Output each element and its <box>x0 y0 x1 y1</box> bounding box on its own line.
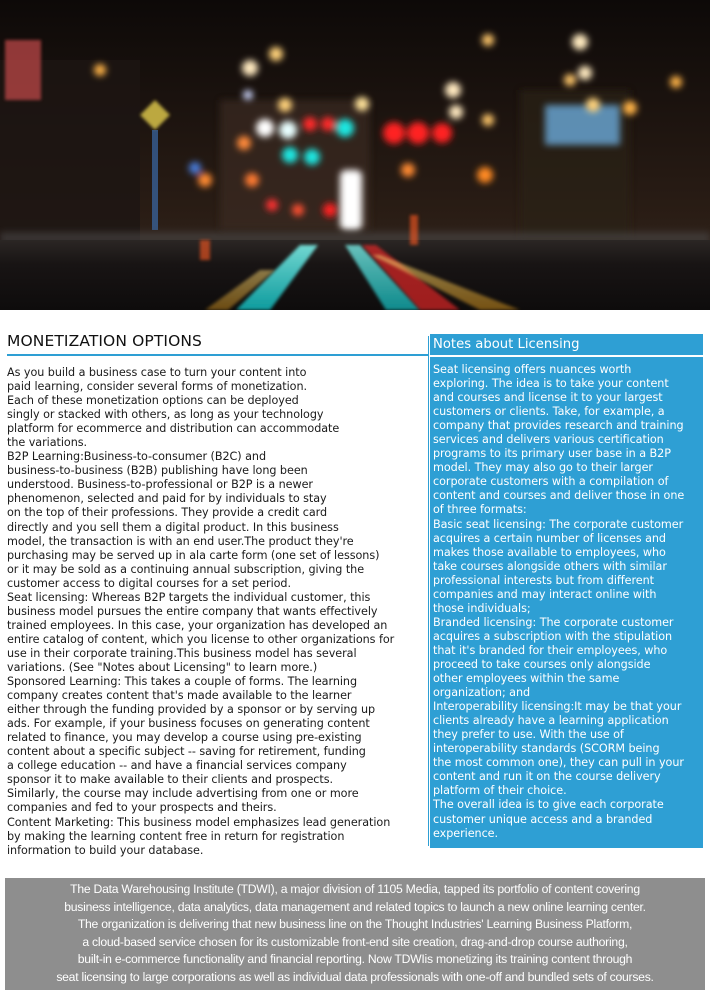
sidebar-line: corporate customers with a compilation of <box>433 475 669 489</box>
sidebar-title: Notes about Licensing <box>430 334 703 355</box>
sidebar-line: take courses alongside others with similar <box>433 559 667 573</box>
body-line: on the top of their professions. They provide a credit card <box>7 506 328 520</box>
body-line: Seat licensing: Whereas B2P targets the individual customer, this <box>7 590 371 604</box>
body-line: phenomenon, selected and paid for by individuals to stay <box>7 492 327 506</box>
sidebar-line: interoperability standards (SCORM being <box>433 742 660 756</box>
body-line: a college education -- and have a financial services company <box>7 759 347 773</box>
body-line: business model pursues the entire company that wants effectively <box>7 604 378 618</box>
sidebar-line: of three formats: <box>433 503 527 517</box>
body-line: model, the transaction is with an end user.The product they're <box>7 534 354 548</box>
body-line: Content Marketing: This business model emphasizes lead generation <box>7 815 391 829</box>
sidebar-line: exploring. The idea is to take your content <box>433 377 669 391</box>
body-line: use in their corporate training.This business model has several <box>7 646 357 660</box>
callout-line: seat licensing to large corporations as well as individual data professionals with one-off and bundled sets of courses. <box>56 969 654 984</box>
sidebar-line: organization; and <box>433 686 531 700</box>
sidebar-line: services and delivers various certification <box>433 433 664 447</box>
body-line: B2P Learning:Business-to-consumer (B2C) and <box>7 450 267 464</box>
sidebar-line: companies and may interact online with <box>433 587 657 601</box>
sidebar-line: acquires a subscription with the stipulation <box>433 629 673 643</box>
body-line: singly or stacked with others, as long as your technology <box>7 408 324 422</box>
body-line: paid learning, consider several forms of monetization. <box>7 380 308 394</box>
body-line: companies and fed to your prospects and theirs. <box>7 801 277 815</box>
sidebar-line: content and courses and deliver those in one <box>433 489 685 503</box>
sidebar-line: Basic seat licensing: The corporate customer <box>433 517 684 531</box>
callout-line: The organization is delivering that new business line on the Thought Industries' Learning Business Platform, <box>77 917 633 931</box>
sidebar-line: model. They may also go to their larger <box>433 461 653 475</box>
body-line: entire catalog of content, which you license to other organizations for <box>7 632 395 646</box>
body-line: the variations. <box>7 436 88 450</box>
sidebar-line: experience. <box>433 826 499 840</box>
sidebar-line: that it's branded for their employees, who <box>433 643 668 657</box>
sidebar-line: company that provides research and training <box>433 419 684 433</box>
body-line: ads. For example, if your business focuses on generating content <box>7 717 370 731</box>
body-line: customer access to digital courses for a set period. <box>7 576 291 590</box>
body-line: company creates content that's made available to the learner <box>7 689 352 703</box>
sidebar-line: Interoperability licensing:It may be that your <box>433 700 682 714</box>
body-line: Each of these monetization options can be deployed <box>7 394 299 408</box>
sidebar-line: makes those available to employees, who <box>433 545 666 559</box>
sidebar-line: they prefer to use. With the use of <box>433 728 624 742</box>
callout-line: a cloud-based service chosen for its customizable front-end site creation, drag-and-drop course authoring, <box>82 934 628 949</box>
body-line: Sponsored Learning: This takes a couple of forms. The learning <box>7 675 358 689</box>
section-title: MONETIZATION OPTIONS <box>7 332 203 350</box>
sidebar-line: those individuals; <box>433 601 531 615</box>
sidebar-line: The overall idea is to give each corporate <box>433 798 664 812</box>
sidebar-line: customer unique access and a branded <box>433 812 653 826</box>
body-line: directly and you sell them a digital product. In this business <box>7 520 339 534</box>
sidebar-line: the most common one), they can pull in your <box>433 756 684 770</box>
sidebar-line: platform of their choice. <box>433 784 567 798</box>
sidebar-line: and courses and license it to your largest <box>433 391 663 405</box>
sidebar-body <box>430 357 703 848</box>
sidebar-line: Branded licensing: The corporate customer <box>433 615 674 629</box>
sidebar-line: proceed to take courses only alongside <box>433 657 651 671</box>
body-line: variations. (See "Notes about Licensing" to learn more.) <box>7 660 318 674</box>
sidebar-line: acquires a certain number of licenses and <box>433 531 666 545</box>
body-line: As you build a business case to turn your content into <box>7 366 307 379</box>
body-line: platform for ecommerce and distribution can accommodate <box>7 422 340 436</box>
title-underline <box>7 354 428 356</box>
body-line: related to finance, you may develop a course using pre-existing <box>7 731 362 745</box>
licensing-notes-sidebar <box>430 334 703 848</box>
column-divider <box>428 336 429 846</box>
body-line: or it may be sold as a continuing annual subscription, giving the <box>7 562 365 576</box>
callout-line: The Data Warehousing Institute (TDWI), a major division of 1105 Media, tapped its portfolio of content covering <box>70 882 640 896</box>
sidebar-line: other employees within the same <box>433 672 620 686</box>
callout-line: built-in e-commerce functionality and financial reporting. Now TDWIis monetizing its training content through <box>77 952 633 966</box>
body-line: understood. Business-to-professional or B2P is a newer <box>7 478 313 492</box>
callout-line: business intelligence, data analytics, data management and related topics to launch a new online learning center. <box>64 899 646 914</box>
sidebar-line: clients already have a learning application <box>433 714 669 728</box>
sidebar-line: programs to its primary user base in a B2P <box>433 447 671 461</box>
sidebar-line: Seat licensing offers nuances worth <box>433 363 632 376</box>
tdwi-callout <box>5 878 705 990</box>
body-line: purchasing may be served up in ala carte form (one set of lessons) <box>7 548 380 562</box>
body-line: content about a specific subject -- saving for retirement, funding <box>7 745 366 759</box>
sidebar-line: content and run it on the course delivery <box>433 770 661 784</box>
body-line: business-to-business (B2B) publishing have long been <box>7 464 308 478</box>
night-street-photo-icon <box>0 0 710 310</box>
body-line: information to build your database. <box>7 843 204 857</box>
sidebar-line: customers or clients. Take, for example, a <box>433 405 665 419</box>
body-line: trained employees. In this case, your organization has developed an <box>7 618 388 632</box>
hero-image <box>0 0 710 310</box>
sidebar-line: professional interests but from different <box>433 573 655 587</box>
body-line: Similarly, the course may include advertising from one or more <box>7 787 359 801</box>
body-line: either through the funding provided by a sponsor or by serving up <box>7 703 376 717</box>
body-line: sponsor it to make available to their clients and prospects. <box>7 773 334 787</box>
monetization-body <box>7 366 428 858</box>
body-line: by making the learning content free in return for registration <box>7 829 345 843</box>
